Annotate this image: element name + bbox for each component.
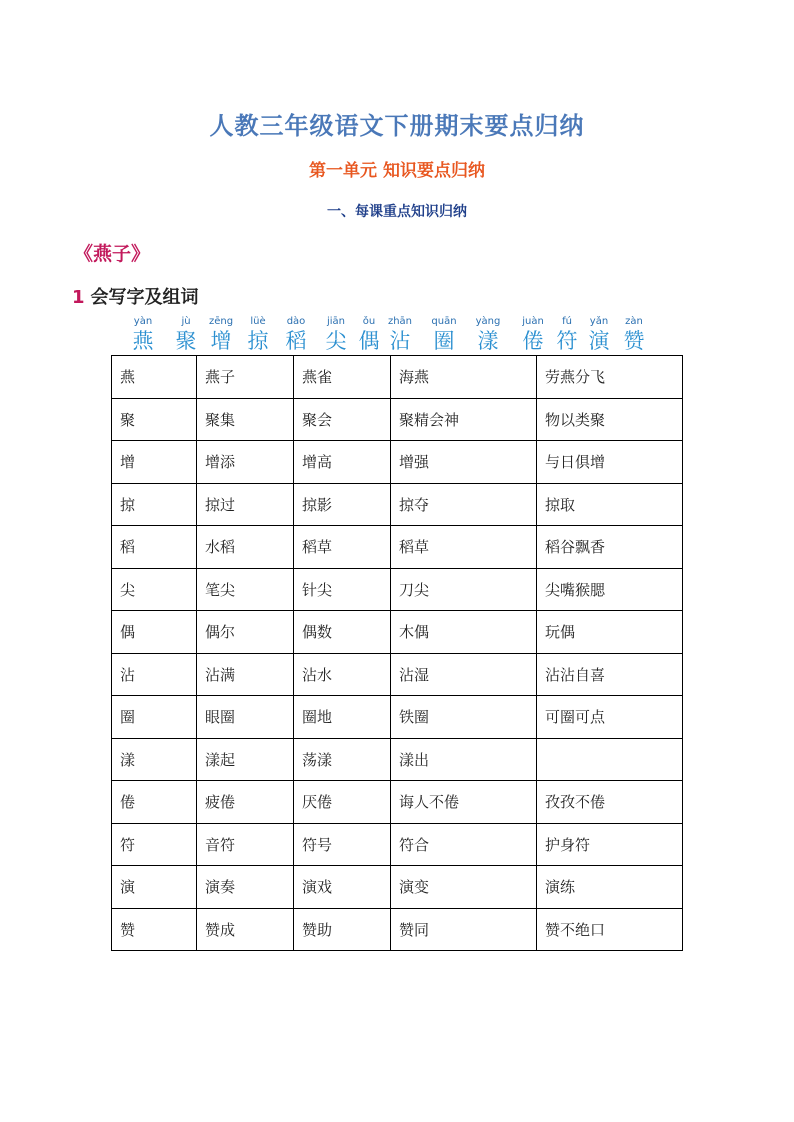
character-cell: 增: [112, 441, 197, 484]
word-cell: 掠取: [537, 483, 683, 526]
word-cell: 增高: [294, 441, 391, 484]
character-cell: 燕: [112, 356, 197, 399]
word-cell: 沾湿: [391, 653, 537, 696]
character-cell: 尖: [112, 568, 197, 611]
character-cell: 稻: [112, 526, 197, 569]
hanzi-char: 掠: [247, 329, 269, 353]
pinyin-text: jiān: [326, 316, 346, 327]
hanzi-char: 燕: [132, 329, 154, 353]
word-cell: 符合: [391, 823, 537, 866]
pinyin-char: [380, 316, 420, 354]
pinyin-text: juàn: [522, 316, 544, 327]
hanzi-char: 圈: [433, 329, 455, 353]
lesson-title: 《燕子》: [74, 243, 151, 265]
word-cell: 稻草: [294, 526, 391, 569]
hanzi-char: 漾: [477, 329, 499, 353]
character-cell: 倦: [112, 781, 197, 824]
table-row: [112, 398, 683, 441]
subheading-text: 会写字及组词: [90, 287, 199, 308]
word-cell: 赞不绝口: [537, 908, 683, 951]
word-cell: 孜孜不倦: [537, 781, 683, 824]
word-cell: 赞同: [391, 908, 537, 951]
word-cell: 护身符: [537, 823, 683, 866]
pinyin-text: yàng: [475, 316, 501, 327]
pinyin-text: zēng: [208, 316, 234, 327]
word-cell: 聚会: [294, 398, 391, 441]
pinyin-text: lüè: [250, 316, 266, 327]
pinyin-char: [123, 316, 163, 354]
table-row: [112, 356, 683, 399]
word-cell: 偶数: [294, 611, 391, 654]
word-cell: 与日俱增: [537, 441, 683, 484]
word-cell: 玩偶: [537, 611, 683, 654]
pinyin-text: zhān: [387, 316, 413, 327]
page-title: 人教三年级语文下册期末要点归纳: [209, 112, 585, 140]
table-row: [112, 441, 683, 484]
character-cell: 掠: [112, 483, 197, 526]
word-cell: 海燕: [391, 356, 537, 399]
table-row: [112, 611, 683, 654]
word-cell: 聚集: [197, 398, 294, 441]
word-cell: 厌倦: [294, 781, 391, 824]
table-row: [112, 781, 683, 824]
word-cell: 圈地: [294, 696, 391, 739]
hanzi-char: 演: [588, 329, 610, 353]
character-cell: 演: [112, 866, 197, 909]
table-row: [112, 738, 683, 781]
pinyin-text: yǎn: [589, 316, 609, 327]
pinyin-text: fú: [562, 316, 572, 327]
table-row: [112, 568, 683, 611]
character-cell: 圈: [112, 696, 197, 739]
word-cell: 符号: [294, 823, 391, 866]
subheading: [72, 283, 199, 309]
pinyin-char: [579, 316, 619, 354]
hanzi-char: 增: [210, 329, 232, 353]
word-cell: 水稻: [197, 526, 294, 569]
word-cell: 增添: [197, 441, 294, 484]
word-cell: 稻草: [391, 526, 537, 569]
table-row: [112, 866, 683, 909]
word-cell: 演变: [391, 866, 537, 909]
hanzi-char: 尖: [325, 329, 347, 353]
pinyin-char: [238, 316, 278, 354]
pinyin-text: ǒu: [362, 316, 376, 327]
character-cell: 偶: [112, 611, 197, 654]
word-cell: 沾水: [294, 653, 391, 696]
word-table: [111, 355, 683, 951]
table-row: [112, 483, 683, 526]
word-cell: 疲倦: [197, 781, 294, 824]
word-cell: 演戏: [294, 866, 391, 909]
pinyin-text: yàn: [133, 316, 153, 327]
table-row: [112, 696, 683, 739]
word-cell: 掠过: [197, 483, 294, 526]
word-cell: 漾出: [391, 738, 537, 781]
word-cell: 燕子: [197, 356, 294, 399]
word-cell: 漾起: [197, 738, 294, 781]
word-cell: 音符: [197, 823, 294, 866]
section-heading: 一、每课重点知识归纳: [327, 204, 467, 220]
hanzi-char: 符: [556, 329, 578, 353]
pinyin-text: jù: [181, 316, 191, 327]
word-cell: 沾满: [197, 653, 294, 696]
hanzi-char: 倦: [522, 329, 544, 353]
table-row: [112, 823, 683, 866]
pinyin-char: [614, 316, 654, 354]
pinyin-char: [201, 316, 241, 354]
word-cell: 针尖: [294, 568, 391, 611]
word-cell: 赞成: [197, 908, 294, 951]
hanzi-char: 稻: [285, 329, 307, 353]
word-cell: 稻谷飘香: [537, 526, 683, 569]
word-cell: 物以类聚: [537, 398, 683, 441]
word-cell: 劳燕分飞: [537, 356, 683, 399]
word-cell: 笔尖: [197, 568, 294, 611]
table-row: [112, 526, 683, 569]
character-cell: 漾: [112, 738, 197, 781]
pinyin-text: quān: [431, 316, 457, 327]
subheading-number: 1: [72, 287, 85, 308]
pinyin-character-row: [0, 316, 794, 356]
word-cell: 聚精会神: [391, 398, 537, 441]
character-cell: 赞: [112, 908, 197, 951]
word-cell: 木偶: [391, 611, 537, 654]
pinyin-char: [276, 316, 316, 354]
word-cell: 尖嘴猴腮: [537, 568, 683, 611]
character-cell: 沾: [112, 653, 197, 696]
word-cell: 可圈可点: [537, 696, 683, 739]
word-cell: 演奏: [197, 866, 294, 909]
word-cell: 眼圈: [197, 696, 294, 739]
unit-heading: 第一单元 知识要点归纳: [309, 161, 485, 181]
word-cell: [537, 738, 683, 781]
word-cell: 燕雀: [294, 356, 391, 399]
table-row: [112, 653, 683, 696]
hanzi-char: 偶: [358, 329, 380, 353]
word-cell: 掠影: [294, 483, 391, 526]
pinyin-char: [166, 316, 206, 354]
pinyin-text: zàn: [625, 316, 643, 327]
character-cell: 聚: [112, 398, 197, 441]
word-cell: 赞助: [294, 908, 391, 951]
character-cell: 符: [112, 823, 197, 866]
word-cell: 铁圈: [391, 696, 537, 739]
word-cell: 偶尔: [197, 611, 294, 654]
word-cell: 演练: [537, 866, 683, 909]
hanzi-char: 沾: [389, 329, 411, 353]
hanzi-char: 赞: [623, 329, 645, 353]
word-cell: 掠夺: [391, 483, 537, 526]
word-cell: 增强: [391, 441, 537, 484]
pinyin-char: [468, 316, 508, 354]
word-cell: 沾沾自喜: [537, 653, 683, 696]
word-cell: 荡漾: [294, 738, 391, 781]
table-row: [112, 908, 683, 951]
pinyin-char: [424, 316, 464, 354]
hanzi-char: 聚: [175, 329, 197, 353]
word-cell: 刀尖: [391, 568, 537, 611]
pinyin-text: dào: [286, 316, 306, 327]
word-cell: 诲人不倦: [391, 781, 537, 824]
